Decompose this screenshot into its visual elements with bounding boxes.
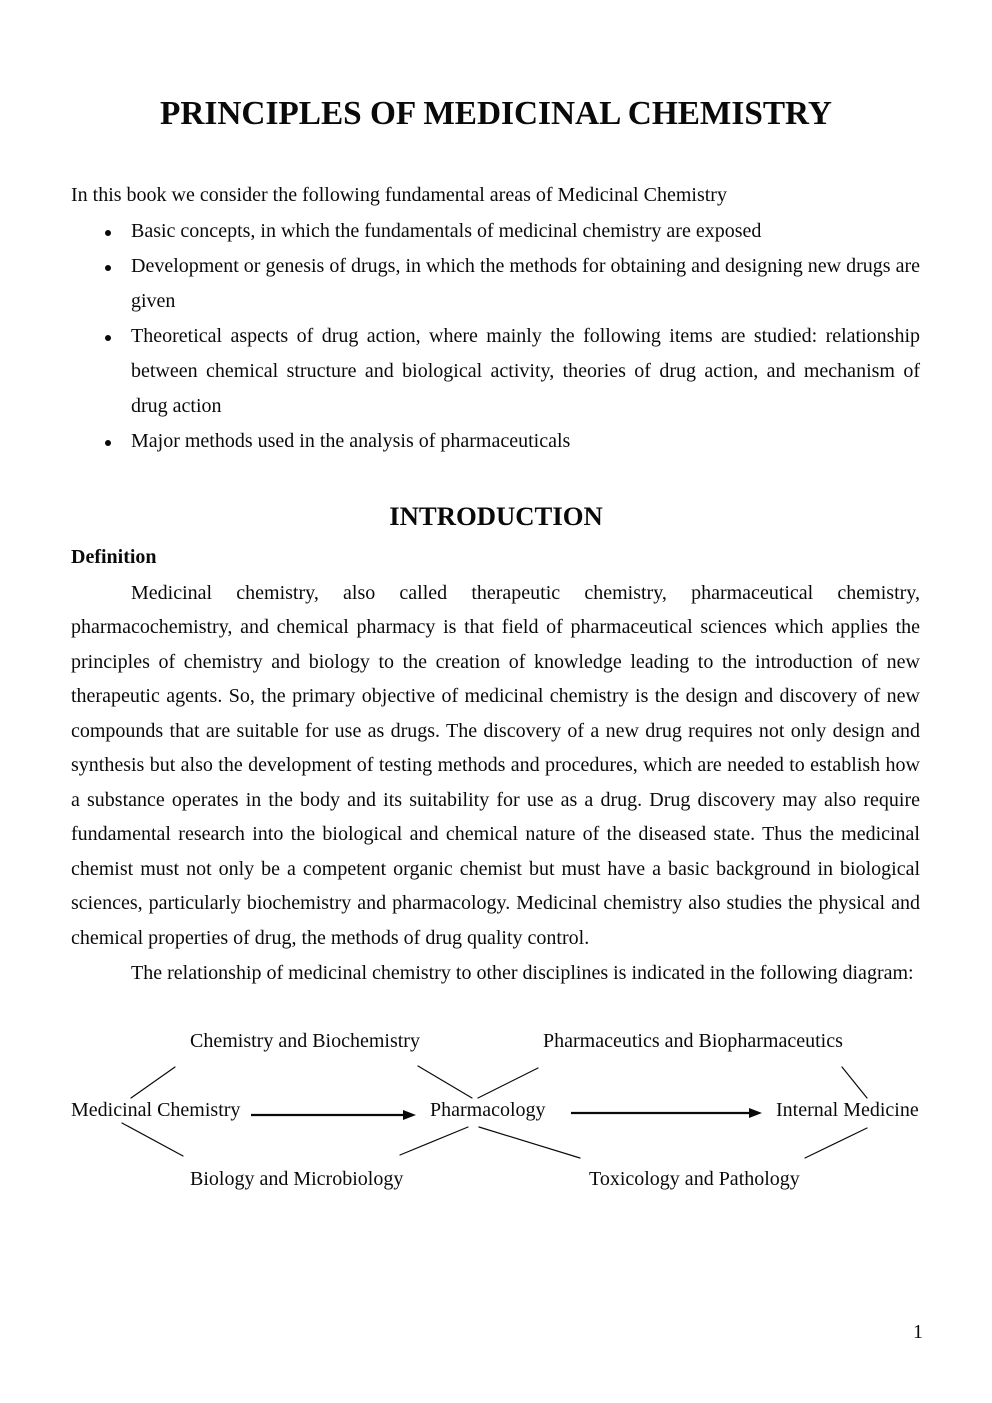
edge-pharmaceutics-to-internal-medicine-line — [842, 1067, 867, 1098]
paragraph-line: sciences, particularly biochemistry and pharmacology. Medicinal chemistry also studies the physical and — [71, 892, 920, 915]
paragraph-line: chemist must not only be a competent organic chemist but must have a basic background in biological — [71, 857, 920, 880]
node-pharmaceutics-biopharmaceutics: Pharmaceutics and Biopharmaceutics — [543, 1030, 843, 1052]
node-internal-medicine: Internal Medicine — [776, 1099, 919, 1121]
paragraph-line: principles of chemistry and biology to the creation of knowledge leading to the introduction of new — [71, 650, 920, 673]
page-number: 1 — [913, 1321, 923, 1343]
topic-line: between chemical structure and biological activity, theories of drug action, and mechanism of — [131, 360, 920, 382]
paragraph-line: pharmacochemistry, and chemical pharmacy is that field of pharmaceutical sciences which applies the — [71, 616, 920, 639]
node-biology-microbiology: Biology and Microbiology — [190, 1168, 404, 1190]
topic-line: Theoretical aspects of drug action, where mainly the following items are studied: relationship — [131, 325, 920, 347]
paragraph-line: synthesis but also the development of testing methods and procedures, which are needed to establish how — [71, 754, 920, 777]
section-heading: INTRODUCTION — [389, 501, 603, 531]
topic-line: given — [131, 290, 176, 312]
edge-medicinal-to-biology-line — [122, 1123, 183, 1156]
topic-item — [131, 249, 920, 319]
topic-list — [131, 214, 920, 459]
node-chemistry-biochemistry: Chemistry and Biochemistry — [190, 1030, 420, 1052]
bullet-icon — [105, 230, 111, 236]
topic-line: Major methods used in the analysis of pharmaceuticals — [131, 430, 571, 452]
edge-medicinal-to-chemistry-line — [131, 1067, 175, 1098]
paragraph-definition — [71, 576, 920, 956]
edge-biology-to-pharmacology-line — [400, 1127, 468, 1155]
section-body — [71, 576, 920, 991]
paragraph-line: fundamental research into the biological and chemical nature of the diseased state. Thus the medicinal — [71, 823, 920, 846]
paragraph-line: compounds that are suitable for use as drugs. The discovery of a new drug requires not only design and — [71, 719, 920, 742]
paragraph-line: a substance operates in the body and its suitability for use as a drug. Drug discovery may also require — [71, 788, 920, 811]
node-toxicology-pathology: Toxicology and Pathology — [589, 1168, 800, 1190]
paragraph-line: The relationship of medicinal chemistry to other disciplines is indicated in the following diagram: — [131, 961, 914, 984]
arrow-pharmacology-to-internal-medicine — [571, 1108, 762, 1118]
arrow-medicinal-to-pharmacology — [251, 1110, 416, 1120]
topic-item — [131, 214, 920, 249]
paragraph-line: therapeutic agents. So, the primary objective of medicinal chemistry is the design and discovery of new — [71, 685, 920, 708]
edge-pharmaceutics-to-pharmacology-line — [478, 1068, 538, 1098]
edge-toxicology-to-internal-medicine-line — [805, 1128, 867, 1158]
topic-item — [131, 424, 920, 459]
topic-line: drug action — [131, 395, 222, 417]
bullet-icon — [105, 265, 111, 271]
paragraph-line: chemical properties of drug, the methods of drug quality control. — [71, 926, 590, 949]
page-title: PRINCIPLES OF MEDICINAL CHEMISTRY — [160, 95, 832, 132]
intro-sentence: In this book we consider the following fundamental areas of Medicinal Chemistry — [71, 184, 727, 206]
definition-subheading: Definition — [71, 545, 157, 568]
arrowhead-icon — [749, 1108, 762, 1118]
topic-line: Basic concepts, in which the fundamentals of medicinal chemistry are exposed — [131, 220, 762, 242]
node-medicinal-chemistry: Medicinal Chemistry — [71, 1099, 241, 1121]
edge-chemistry-to-pharmacology-line — [418, 1066, 472, 1098]
arrowhead-icon — [403, 1110, 416, 1120]
bullet-icon — [105, 440, 111, 446]
node-pharmacology: Pharmacology — [430, 1099, 546, 1121]
paragraph-line: Medicinal chemistry, also called therapeutic chemistry, pharmaceutical chemistry, — [131, 581, 920, 604]
edge-toxicology-to-pharmacology-line — [479, 1127, 580, 1158]
topic-item — [131, 319, 920, 424]
topic-line: Development or genesis of drugs, in which the methods for obtaining and designing new drugs are — [131, 255, 920, 277]
bullet-icon — [105, 335, 111, 341]
paragraph-diagram-intro — [71, 956, 920, 991]
